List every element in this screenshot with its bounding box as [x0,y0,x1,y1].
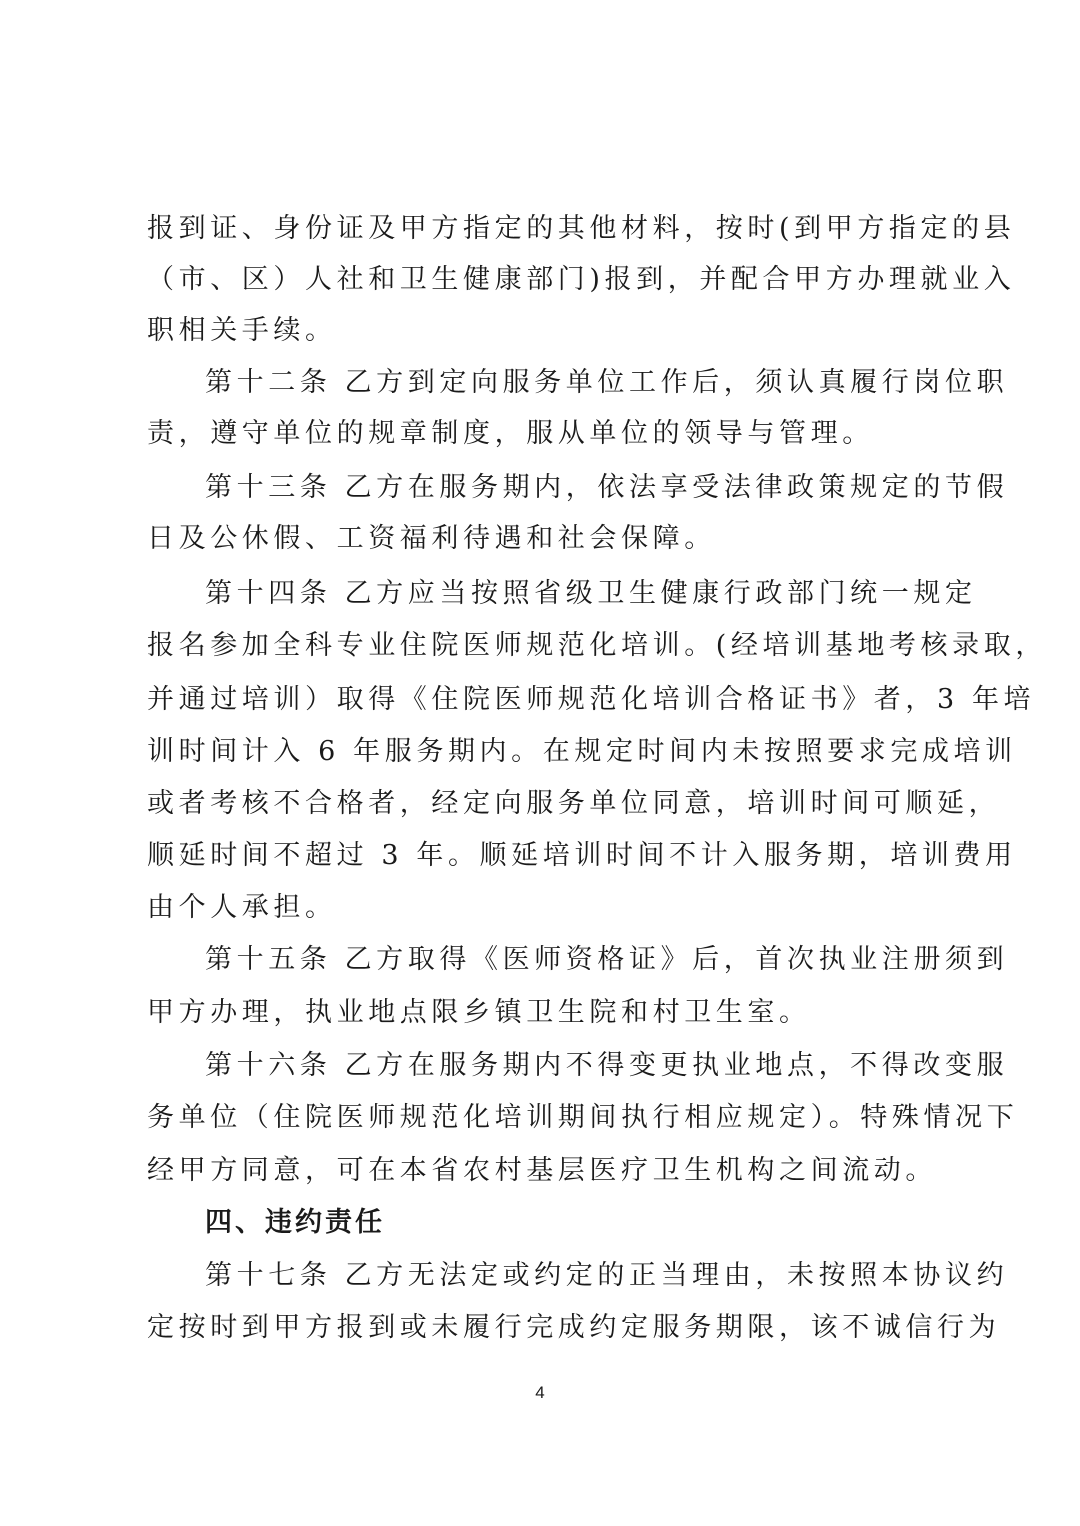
text-line: 甲方办理，执业地点限乡镇卫生院和村卫生室。 [147,997,811,1028]
article-14-first-line: 第十四条 乙方应当按照省级卫生健康行政部门统一规定 [205,578,977,609]
article-16-first-line: 第十六条 乙方在服务期内不得变更执业地点，不得改变服 [205,1050,1009,1081]
text-line: 职相关手续。 [147,315,337,346]
article-17-first-line: 第十七条 乙方无法定或约定的正当理由，未按照本协议约 [205,1260,1009,1291]
text-line: 定按时到甲方报到或未履行完成约定服务期限，该不诚信行为 [147,1312,1001,1343]
text-line: 报到证、身份证及甲方指定的其他材料，按时(到甲方指定的县 [147,213,1016,244]
article-12-first-line: 第十二条 乙方到定向服务单位工作后，须认真履行岗位职 [205,367,1009,398]
text-line: 务单位（住院医师规范化培训期间执行相应规定）。特殊情况下 [147,1102,1019,1133]
text-line: 经甲方同意，可在本省农村基层医疗卫生机构之间流动。 [147,1155,937,1186]
article-15-first-line: 第十五条 乙方取得《医师资格证》后，首次执业注册须到 [205,944,1009,975]
text-line: 责，遵守单位的规章制度，服从单位的领导与管理。 [147,418,874,449]
section-heading: 四、违约责任 [205,1207,385,1238]
text-line: 并通过培训）取得《住院医师规范化培训合格证书》者，3 年培 [147,684,1036,715]
page-number: 4 [535,1383,545,1402]
article-13-first-line: 第十三条 乙方在服务期内，依法享受法律政策规定的节假 [205,472,1009,503]
text-line: （市、区）人社和卫生健康部门)报到，并配合甲方办理就业入 [147,264,1016,295]
text-line: 报名参加全科专业住院医师规范化培训。(经培训基地考核录取， [147,630,1047,661]
text-line: 顺延时间不超过 3 年。顺延培训时间不计入服务期，培训费用 [147,840,1017,871]
text-line: 由个人承担。 [147,892,337,923]
text-line: 或者考核不合格者，经定向服务单位同意，培训时间可顺延， [147,788,1001,819]
text-line: 日及公休假、工资福利待遇和社会保障。 [147,523,716,554]
text-line: 训时间计入 6 年服务期内。在规定时间内未按照要求完成培训 [147,736,1017,767]
